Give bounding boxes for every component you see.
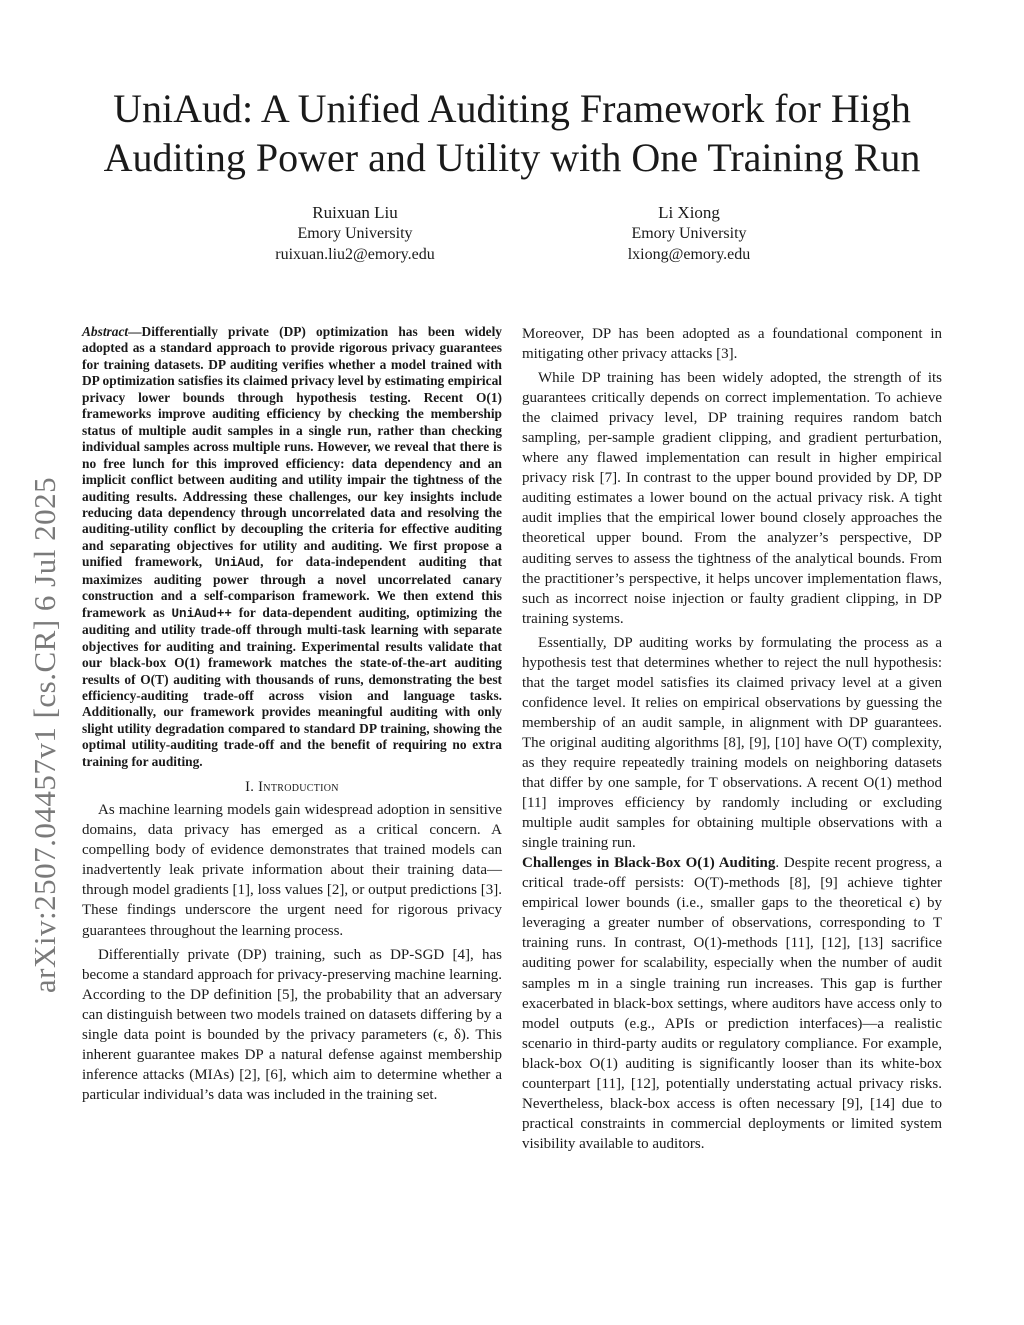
challenges-text: . Despite recent progress, a critical trade-off persists: O(T)-methods [8], [9] achieve tighter empirical lower bounds (i.e., smaller gaps to the theoretical ϵ) by leveraging a greater number of observations, corresponding to T training runs. In contrast, O(1)-methods [11], [12], [13] sacrifice auditing power for scalability, especially when the number of audit samples m in a single training run increases. This gap is further exacerbated in black-box settings, where auditors have access only to model outputs (e.g., APIs or prediction interfaces)—a realistic scenario in third-party audits or regulatory compliance. For example, black-box O(1) auditing is significantly looser than its white-box counterpart [11], [12], potentially understating actual privacy risks. Nevertheless, black-box access is often necessary [9], [14] due to practical constraints in commercial deployments or limited system visibility available to auditors.	[522, 855, 942, 1152]
intro-paragraph: Differentially private (DP) training, such as DP-SGD [4], has become a standard approach for privacy-preserving machine learning. According to the DP definition [5], the probability that an adversary can distinguish between two models trained on datasets differing by a single data point is bounded by the privacy parameters (ϵ, δ). This inherent guarantee makes DP a natural defense against membership inference attacks (MIAs) [2], [6], which aim to determine whether a particular individual’s data was included in the training set.	[82, 946, 502, 1103]
author-affiliation: Emory University	[631, 225, 747, 242]
abstract	[82, 324, 502, 770]
intro-paragraph: Essentially, DP auditing works by formulating the process as a hypothesis test that determines whether to reject the null hypothesis: that the target model satisfies its claimed privacy level at a given confidence level. It relies on empirical observations by guessing the membership of an audit sample, in alignment with DP guarantees. The original auditing algorithms [8], [9], [10] have O(T) complexity, as they require repeatedly training models on neighboring datasets that differ by one sample, for T observations. A recent O(1) method [11] improves efficiency by randomly including or excluding multiple audit samples for obtaining multiple observations with a single training run.	[522, 634, 942, 852]
challenges-heading: Challenges in Black-Box O(1) Auditing	[522, 855, 776, 872]
paper-title: UniAud: A Unified Auditing Framework for High Auditing Power and Utility with One Training Run	[103, 86, 921, 180]
framework-name-code: UniAud	[214, 556, 261, 571]
abstract-text-part: , for data-independent auditing that maximizes auditing power through a novel uncorrelated canary construction and a self-comparison framework. We then extend this framework as	[82, 554, 502, 620]
author-block-1	[225, 202, 485, 265]
abstract-text-part: for data-dependent auditing, optimizing the auditing and utility trade-off through multi-task learning with separate objectives for auditing and training. Experimental results validate that our black-box O(1) framework matches the state-of-the-art auditing results of O(T) auditing with thousands of runs, demonstrating the best efficiency-auditing trade-off across vision and language tasks. Additionally, our framework provides meaningful auditing with only slight utility degradation compared to standard DP training, showing the optimal utility-auditing trade-off and the benefit of requiring no extra training for auditing.	[82, 604, 502, 769]
author-block-2	[559, 202, 819, 265]
intro-paragraph: As machine learning models gain widespread adoption in sensitive domains, data privacy has emerged as a critical concern. A compelling body of evidence demonstrates that trained models can inadvertently leak private information about their training data—through model gradients [1], loss values [2], or output predictions [3]. These findings underscore the urgent need for rigorous privacy guarantees throughout the learning process.	[82, 802, 502, 939]
abstract-label: Abstract	[82, 324, 129, 339]
section-number: I.	[245, 779, 255, 796]
section-title: Introduction	[258, 779, 339, 796]
author-email: ruixuan.liu2@emory.edu	[275, 246, 435, 263]
left-column	[82, 324, 502, 1105]
intro-paragraph: Moreover, DP has been adopted as a foundational component in mitigating other privacy attacks [3].	[522, 326, 942, 363]
right-column	[522, 324, 942, 1154]
abstract-text-part: —Differentially private (DP) optimization has been widely adopted as a standard approach to provide rigorous privacy guarantees for training datasets. DP auditing verifies whether a model trained with DP optimization satisfies its claimed privacy level by estimating empirical privacy lower bounds through hypothesis testing. Recent O(1) frameworks improve auditing efficiency by checking the membership status of multiple audit samples in a single run, rather than checking individual samples across multiple runs. However, we reveal that there is no free lunch for this improved efficiency: data dependency and an implicit conflict between auditing and utility impair the tightness of the auditing results. Addressing these challenges, our key insights include reducing data dependency through uncorrelated data and resolving the auditing-utility conflict by decoupling the criteria for effective auditing and separating objectives for utility and auditing. We first propose a unified framework,	[82, 324, 502, 570]
section-heading-introduction	[82, 779, 502, 796]
author-name: Li Xiong	[658, 203, 720, 222]
author-name: Ruixuan Liu	[312, 203, 398, 222]
arxiv-identifier-stamp: arXiv:2507.04457v1 [cs.CR] 6 Jul 2025	[27, 476, 62, 994]
challenges-paragraph	[522, 853, 942, 1154]
author-email: lxiong@emory.edu	[627, 246, 751, 263]
framework-name-code: UniAud++	[171, 606, 232, 621]
author-affiliation: Emory University	[297, 225, 413, 242]
intro-paragraph: While DP training has been widely adopted, the strength of its guarantees critically depends on correct implementation. To achieve the claimed privacy level, DP training requires random batch sampling, per-sample gradient clipping, and gradient perturbation, where any flawed implementation can result in higher empirical privacy risk [7]. In contrast to the upper bound provided by DP, DP auditing estimates a lower bound on the actual privacy risk. A tight audit implies that the empirical lower bound closely approaches the theoretical upper bound. From the analyzer’s perspective, DP auditing serves to assess the tightness of the analytical bounds. From the practitioner’s perspective, it helps uncover implementation flaws, such as incorrect noise injection or faulty gradient clipping, in DP training systems.	[522, 370, 942, 627]
